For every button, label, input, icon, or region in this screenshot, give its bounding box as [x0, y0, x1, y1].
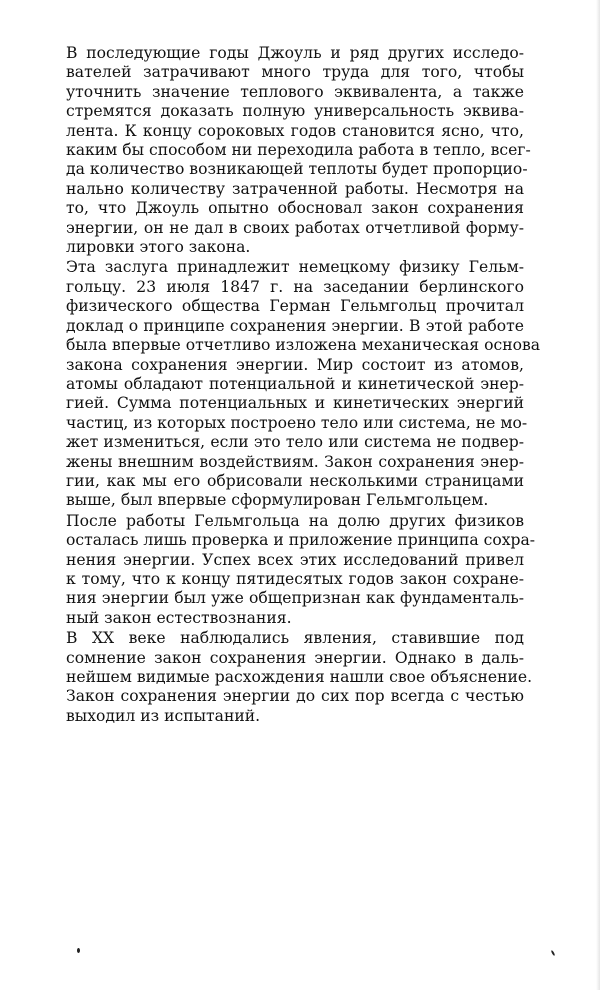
- text-line: лировки этого закона.: [66, 238, 251, 257]
- text-line: вателей затрачивают много труда для того, чтобы: [66, 63, 524, 82]
- text-line: После работы Гельмгольца на долю других физиков: [66, 511, 524, 530]
- scan-speck: [551, 950, 556, 956]
- text-line: закона сохранения энергии. Мир состоит из атомов,: [66, 355, 524, 374]
- text-line: жет измениться, если это тело или система не подвер-: [66, 433, 524, 452]
- text-line: частиц, из которых построено тело или система, не мо-: [66, 413, 528, 432]
- page-edge-shadow: [596, 0, 600, 990]
- text-line: В последующие годы Джоуль и ряд других исследо-: [66, 44, 524, 62]
- text-line: нейшем видимые расхождения нашли свое объяснение.: [66, 668, 533, 686]
- text-line: уточнить значение теплового эквивалента, а также: [66, 82, 524, 101]
- text-line: была впервые отчетливо изложена механическая основа: [66, 336, 541, 355]
- text-line: Закон сохранения энергии до сих пор всегда с честью: [66, 687, 524, 706]
- text-line: выходил из испытаний.: [66, 706, 261, 725]
- text-line: жены внешним воздействиям. Закон сохранения энер-: [66, 452, 524, 471]
- text-line: ный закон естествознания.: [66, 608, 292, 627]
- scan-speck: [77, 948, 80, 953]
- text-line: энергии, он не дал в своих работах отчетливой форму-: [66, 218, 524, 237]
- text-line: доклад о принципе сохранения энергии. В этой работе: [66, 316, 524, 335]
- text-line: В XX веке наблюдались явления, ставившие под: [66, 629, 524, 648]
- text-line: каким бы способом ни переходила работа в тепло, всег-: [66, 141, 531, 160]
- text-line: лента. К концу сороковых годов становится ясно, что,: [66, 121, 524, 140]
- paragraph-helmholtz: [40, 258, 541, 510]
- text-line: физического общества Герман Гельмгольц прочитал: [66, 297, 524, 316]
- text-line: к тому, что к концу пятидесятых годов закон сохране-: [66, 569, 524, 588]
- text-line: сомнение закон сохранения энергии. Однако в даль-: [66, 648, 524, 667]
- text-line: нально количеству затраченной работы. Несмотря на: [66, 179, 524, 198]
- text-line: атомы обладают потенциальной и кинетической энер-: [66, 374, 524, 393]
- text-line: да количество возникающей теплоты будет пропорцио-: [66, 160, 528, 179]
- text-line: то, что Джоуль опытно обосновал закон сохранения: [66, 199, 524, 218]
- text-line: Эта заслуга принадлежит немецкому физику Гельм-: [66, 258, 524, 277]
- page-text: [40, 44, 541, 726]
- text-line: стремятся доказать полную универсальность эквива-: [66, 102, 524, 121]
- text-line: гией. Сумма потенциальных и кинетических энергий: [66, 394, 524, 413]
- paragraph-joule: [40, 44, 531, 257]
- text-line: нения энергии. Успех всех этих исследований привел: [66, 550, 524, 569]
- text-line: выше, был впервые сформулирован Гельмгольцем.: [66, 491, 489, 510]
- text-line: осталась лишь проверка и приложение принципа сохра-: [66, 531, 536, 550]
- text-line: гольцу. 23 июля 1847 г. на заседании берлинского: [66, 277, 524, 296]
- text-line: гии, как мы его обрисовали несколькими страницами: [66, 471, 524, 490]
- paragraph-twentieth-century: [40, 629, 533, 726]
- paragraph-verification: [40, 511, 536, 628]
- text-line: ния энергии был уже общепризнан как фундаменталь-: [66, 589, 524, 608]
